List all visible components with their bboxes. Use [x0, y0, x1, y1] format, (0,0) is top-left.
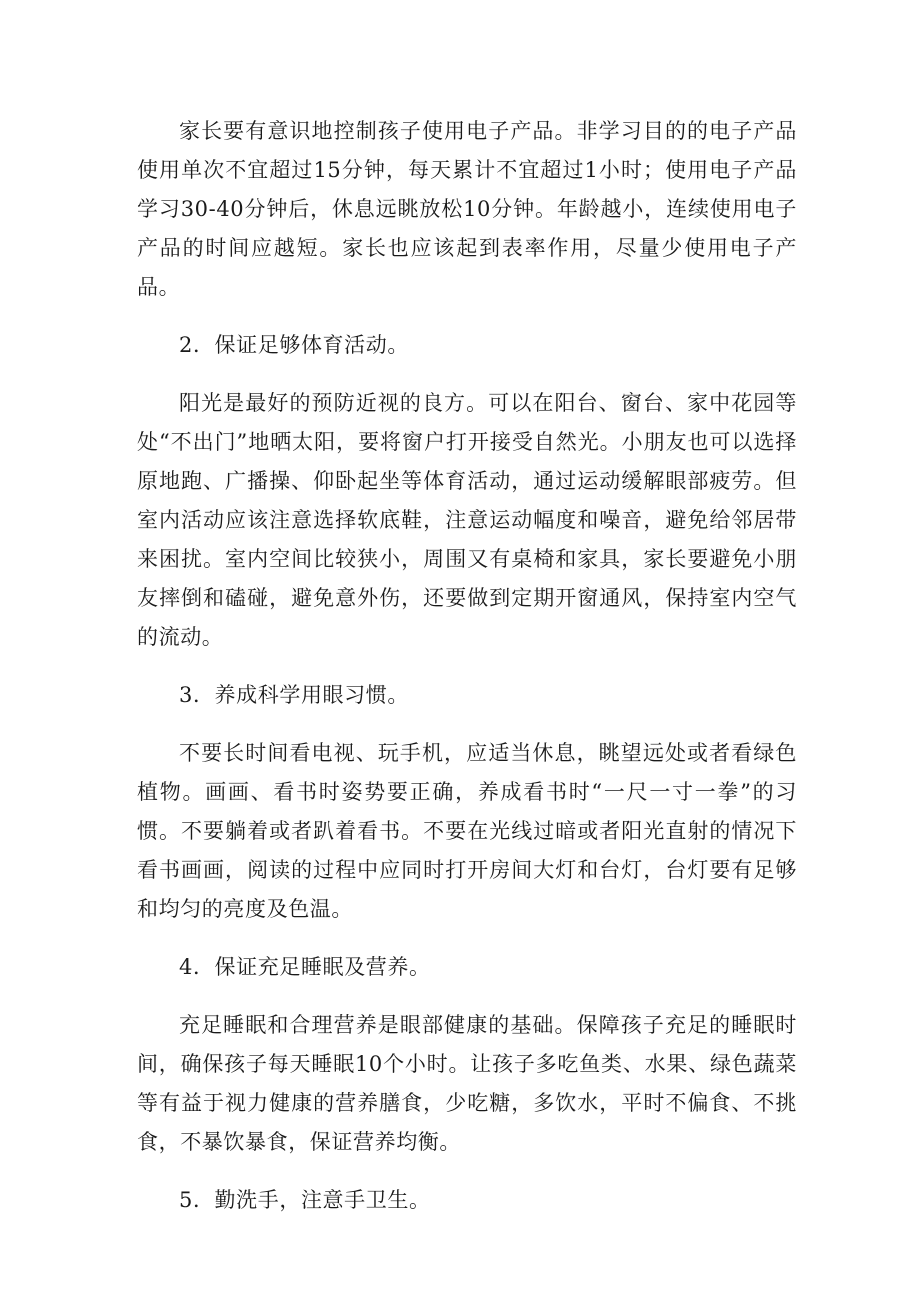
section-heading-exercise: 2．保证足够体育活动。	[179, 333, 409, 357]
section-heading-sleep-nutrition: 4．保证充足睡眠及营养。	[179, 955, 431, 979]
paragraph-sleep-nutrition: 充足睡眠和合理营养是眼部健康的基础。保障孩子充足的睡眠时间，确保孩子每天睡眠10个小时。让孩子多吃鱼类、水果、绿色蔬菜等有益于视力健康的营养膳食，少吃糖，多饮水，平时不偏食、不挑食，不暴饮暴食，保证营养均衡。	[137, 1013, 797, 1154]
section-heading-eye-habits: 3．养成科学用眼习惯。	[179, 683, 409, 707]
paragraph-screen-time: 家长要有意识地控制孩子使用电子产品。非学习目的的电子产品使用单次不宜超过15分钟，每天累计不宜超过1小时；使用电子产品学习30-40分钟后，休息远眺放松10分钟。年龄越小，连续使用电子产品的时间应越短。家长也应该起到表率作用，尽量少使用电子产品。	[137, 119, 797, 299]
paragraph-sunlight-exercise: 阳光是最好的预防近视的良方。可以在阳台、窗台、家中花园等处“不出门”地晒太阳，要将窗户打开接受自然光。小朋友也可以选择原地跑、广播操、仰卧起坐等体育活动，通过运动缓解眼部疲劳。但室内活动应该注意选择软底鞋，注意运动幅度和噪音，避免给邻居带来困扰。室内空间比较狭小，周围又有桌椅和家具，家长要避免小朋友摔倒和磕碰，避免意外伤，还要做到定期开窗通风，保持室内空气的流动。	[137, 391, 797, 649]
paragraph-eye-habits: 不要长时间看电视、玩手机，应适当休息，眺望远处或者看绿色植物。画画、看书时姿势要正确，养成看书时“一尺一寸一拳”的习惯。不要躺着或者趴着看书。不要在光线过暗或者阳光直射的情况下看书画画，阅读的过程中应同时打开房间大灯和台灯，台灯要有足够和均匀的亮度及色温。	[137, 741, 797, 921]
document-body	[137, 112, 797, 1220]
section-heading-hand-hygiene: 5．勤洗手，注意手卫生。	[179, 1188, 431, 1212]
